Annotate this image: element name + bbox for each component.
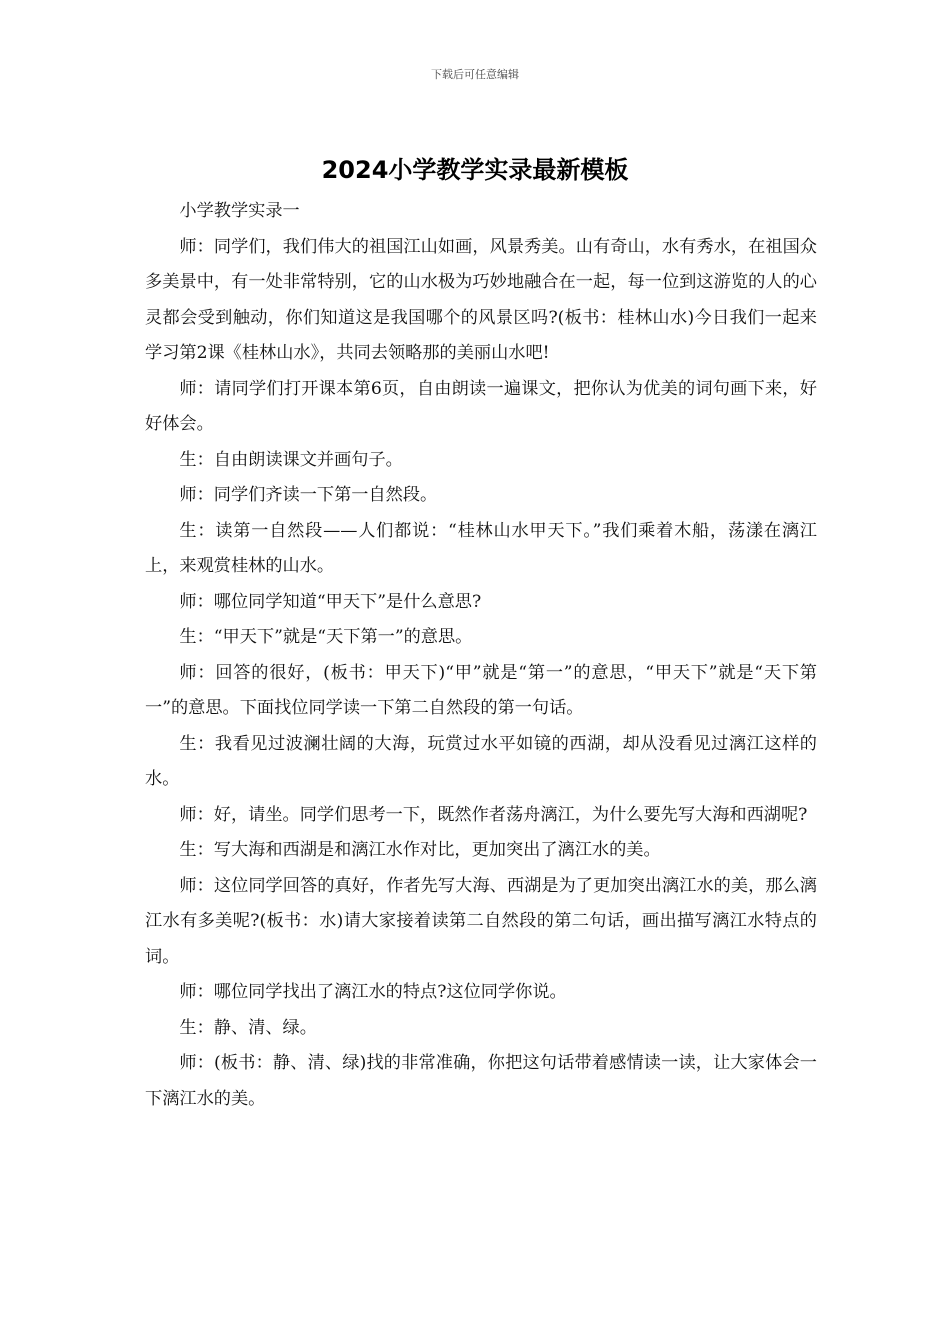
section-heading: 小学教学实录一	[179, 201, 300, 221]
paragraph: 师：同学们齐读一下第一自然段。	[179, 485, 438, 505]
paragraph: 生：我看见过波澜壮阔的大海，玩赏过水平如镜的西湖，却从没看见过漓江这样的水。	[145, 733, 817, 789]
paragraph: 师：请同学们打开课本第6页，自由朗读一遍课文，把你认为优美的词句画下来，好好体会。	[145, 378, 817, 434]
paragraph: 师：同学们，我们伟大的祖国江山如画，风景秀美。山有奇山，水有秀水，在祖国众多美景中，有一处非常特别，它的山水极为巧妙地融合在一起，每一位到这游览的人的心灵都会受到触动，你们知道这是我国哪个的风景区吗?(板书：桂林山水)今日我们一起来学习第2课《桂林山水》，共同去领略那的美丽山水吧!	[145, 236, 817, 363]
paragraph: 师：(板书：静、清、绿)找的非常准确，你把这句话带着感情读一读，让大家体会一下漓江水的美。	[145, 1053, 817, 1109]
document-title: 2024小学教学实录最新模板	[321, 156, 629, 184]
paragraph: 生：读第一自然段——人们都说：“桂林山水甲天下。”我们乘着木船，荡漾在漓江上，来观赏桂林的山水。	[145, 520, 817, 576]
paragraph: 生：自由朗读课文并画句子。	[179, 449, 403, 470]
paragraph: 师：这位同学回答的真好，作者先写大海、西湖是为了更加突出漓江水的美，那么漓江水有多美呢?(板书：水)请大家接着读第二自然段的第二句话，画出描写漓江水特点的词。	[145, 875, 817, 967]
paragraph: 师：好，请坐。同学们思考一下，既然作者荡舟漓江，为什么要先写大海和西湖呢?	[179, 804, 808, 825]
paragraph: 生：写大海和西湖是和漓江水作对比，更加突出了漓江水的美。	[179, 840, 661, 860]
paragraph: 生：“甲天下”就是“天下第一”的意思。	[179, 627, 473, 647]
paragraph: 师：哪位同学知道“甲天下”是什么意思?	[179, 591, 482, 612]
paragraph: 师：哪位同学找出了漓江水的特点?这位同学你说。	[179, 982, 567, 1002]
paragraph: 师：回答的很好，(板书：甲天下)“甲”就是“第一”的意思，“甲天下”就是“天下第一”的意思。下面找位同学读一下第二自然段的第一句话。	[145, 662, 817, 718]
paragraph: 生：静、清、绿。	[179, 1017, 317, 1038]
header-note: 下载后可任意编辑	[431, 68, 519, 81]
document-body	[145, 194, 817, 1117]
